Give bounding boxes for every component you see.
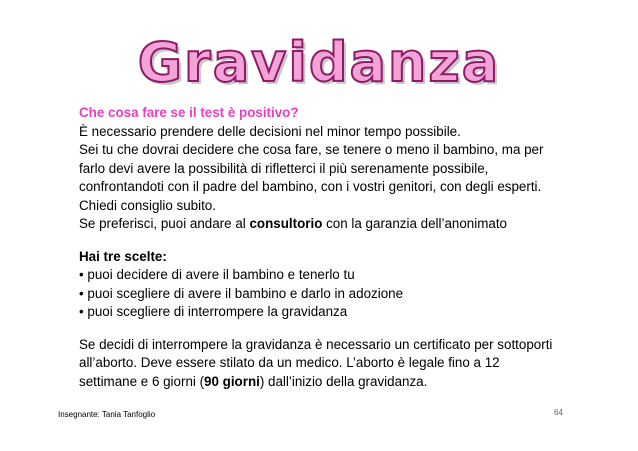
abortion-line: all’aborto. Deve essere stilato da un medico. L’aborto è legale fino a 12 xyxy=(79,355,500,370)
consultorio-suffix: con la garanzia dell’anonimato xyxy=(322,216,507,231)
last-line-suffix: ) dall’inizio della gravidanza. xyxy=(259,373,428,389)
consultorio-prefix: Se preferisci, puoi andare al xyxy=(79,216,250,231)
paragraph-line: confrontandoti con il padre del bambino, con i vostri genitori, con degli esperti. xyxy=(79,179,542,194)
slide-content xyxy=(79,104,599,391)
footer-teacher: Insegnante: Tania Tanfoglio xyxy=(58,410,156,419)
choice-item: • puoi decidere di avere il bambino e tenerlo tu xyxy=(79,267,355,282)
page-number: 64 xyxy=(554,408,563,417)
last-line-prefix: settimane e 6 giorni ( xyxy=(79,373,205,389)
slide-title: Gravidanza xyxy=(137,31,501,94)
question-heading: Che cosa fare se il test è positivo? xyxy=(79,105,299,120)
spacer xyxy=(79,234,599,248)
abortion-last-line xyxy=(79,373,599,392)
consultorio-line xyxy=(79,215,599,234)
last-line-bold: 90 giorni xyxy=(204,373,260,389)
paragraph-line: È necessario prendere delle decisioni nel minor tempo possibile. xyxy=(79,123,461,139)
paragraph-line: farlo devi avere la possibilità di rifletterci il più serenamente possibile, xyxy=(79,160,489,176)
paragraph-line: Chiedi consiglio subito. xyxy=(79,197,216,213)
choices-heading: Hai tre scelte: xyxy=(79,248,167,264)
choice-item: • puoi scegliere di interrompere la gravidanza xyxy=(79,304,348,319)
abortion-line: Se decidi di interrompere la gravidanza è necessario un certificato per sottoporti xyxy=(79,336,553,352)
paragraph-line: Sei tu che dovrai decidere che cosa fare, se tenere o meno il bambino, ma per xyxy=(79,142,544,157)
spacer xyxy=(79,322,599,336)
consultorio-bold: consultorio xyxy=(249,216,323,231)
title-container xyxy=(0,31,638,94)
choice-item: • puoi scegliere di avere il bambino e darlo in adozione xyxy=(79,285,404,301)
